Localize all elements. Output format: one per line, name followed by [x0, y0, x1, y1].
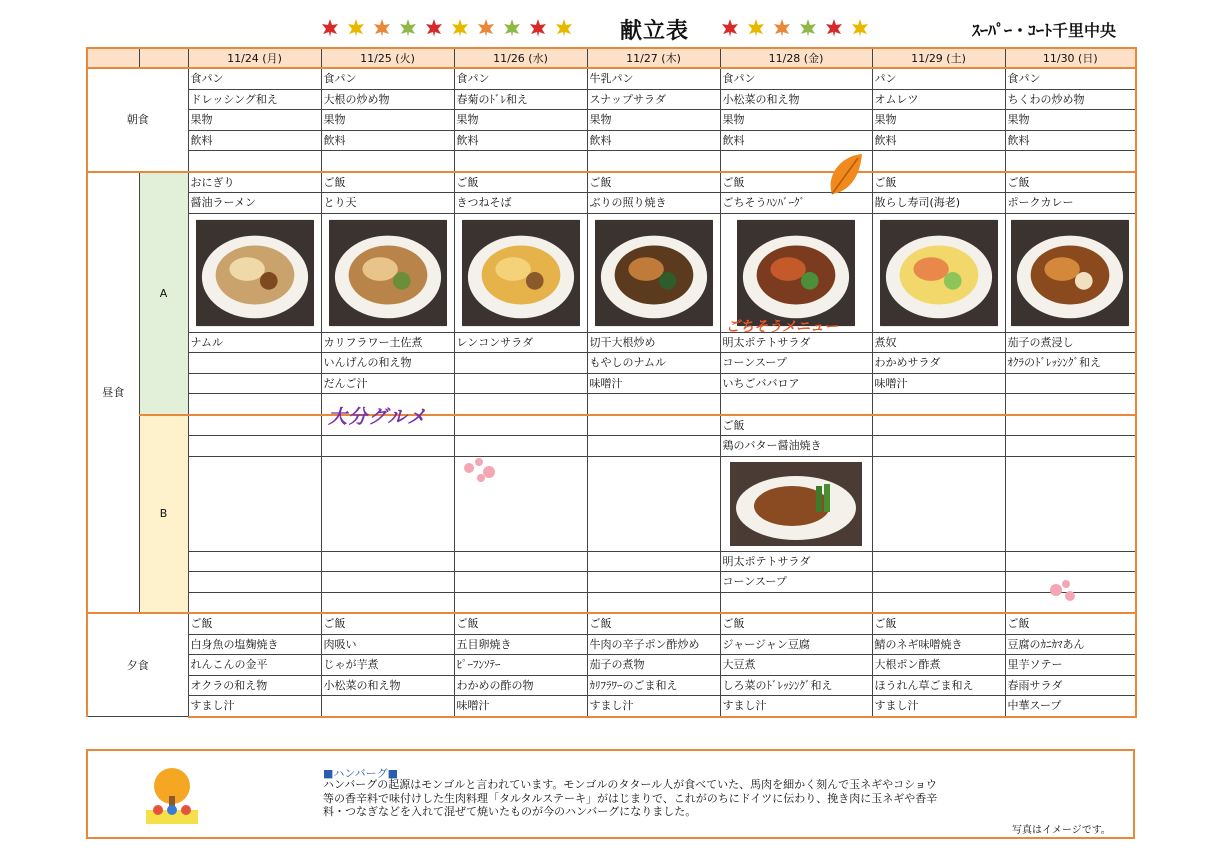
date-header: 11/24 (月)	[188, 48, 321, 68]
menu-cell: 煮奴	[872, 332, 1005, 353]
header-corner	[139, 48, 188, 68]
menu-cell: 飲料	[587, 130, 720, 151]
menu-cell: わかめの酢の物	[454, 675, 587, 696]
leaf-decoration-right	[720, 18, 870, 44]
table-row	[87, 675, 1136, 696]
menu-cell: 白身魚の塩麹焼き	[188, 634, 321, 655]
menu-cell: 明太ポテトサラダ	[720, 551, 872, 572]
menu-cell: 飲料	[872, 130, 1005, 151]
menu-cell: ご飯	[321, 613, 454, 634]
menu-cell	[454, 415, 587, 436]
menu-cell: 散らし寿司(海老)	[872, 193, 1005, 214]
section-label-a: A	[139, 172, 188, 415]
maple-leaf-icon	[528, 18, 548, 38]
menu-cell: 果物	[587, 110, 720, 131]
menu-cell	[720, 394, 872, 415]
note-title: ■ハンバーグ■	[323, 767, 399, 780]
menu-cell	[188, 551, 321, 572]
menu-cell: カリフラワー土佐煮	[321, 332, 454, 353]
date-header: 11/25 (火)	[321, 48, 454, 68]
menu-cell	[454, 373, 587, 394]
menu-cell	[1005, 415, 1136, 436]
menu-cell	[587, 394, 720, 415]
leaf-decoration-left	[320, 18, 574, 44]
menu-cell: 小松菜の和え物	[720, 89, 872, 110]
maple-leaf-icon	[502, 18, 522, 38]
menu-cell	[872, 592, 1005, 613]
menu-cell: すまし汁	[587, 696, 720, 717]
table-row	[87, 436, 1136, 457]
food-photo	[1011, 219, 1129, 327]
menu-cell: だんご汁	[321, 373, 454, 394]
menu-cell: もやしのナムル	[587, 353, 720, 374]
menu-cell	[872, 415, 1005, 436]
menu-cell: 大根の炒め物	[321, 89, 454, 110]
menu-cell: 味噌汁	[587, 373, 720, 394]
page-title: 献立表	[620, 19, 690, 44]
menu-cell: すまし汁	[188, 696, 321, 717]
menu-cell	[1005, 373, 1136, 394]
oita-gourmet-banner: 大分グルメ	[328, 406, 427, 428]
menu-cell	[872, 572, 1005, 593]
menu-cell: 食パン	[1005, 68, 1136, 89]
menu-cell: 果物	[720, 110, 872, 131]
menu-cell	[188, 151, 321, 172]
food-photo-cell	[1005, 456, 1136, 551]
table-row	[87, 213, 1136, 332]
meal-label: 夕食	[87, 613, 188, 717]
table-row	[87, 68, 1136, 89]
table-row	[87, 172, 1136, 193]
menu-cell: 小松菜の和え物	[321, 675, 454, 696]
menu-cell: じゃが芋煮	[321, 655, 454, 676]
maple-leaf-icon	[320, 18, 340, 38]
date-header: 11/26 (水)	[454, 48, 587, 68]
menu-cell	[454, 592, 587, 613]
menu-cell: 大根ポン酢煮	[872, 655, 1005, 676]
menu-cell: 飲料	[321, 130, 454, 151]
menu-cell	[872, 436, 1005, 457]
menu-cell: 茄子の煮浸し	[1005, 332, 1136, 353]
table-row	[87, 696, 1136, 717]
menu-cell: コーンスープ	[720, 572, 872, 593]
menu-cell: ご飯	[720, 415, 872, 436]
table-row	[87, 415, 1136, 436]
maple-leaf-icon	[476, 18, 496, 38]
maple-leaf-icon	[424, 18, 444, 38]
food-photo-cell	[587, 213, 720, 332]
menu-cell: ご飯	[321, 172, 454, 193]
food-photo-cell	[321, 456, 454, 551]
menu-cell	[454, 151, 587, 172]
menu-cell: ポークカレー	[1005, 193, 1136, 214]
menu-cell: ｵｸﾗのﾄﾞﾚｯｼﾝｸﾞ和え	[1005, 353, 1136, 374]
maple-leaf-icon	[554, 18, 574, 38]
table-row	[87, 193, 1136, 214]
menu-cell: ご飯	[1005, 613, 1136, 634]
meal-label: 昼食	[87, 172, 139, 614]
menu-cell	[321, 572, 454, 593]
menu-cell: 鯖のネギ味噌焼き	[872, 634, 1005, 655]
menu-cell: 豆腐のｶﾆｶﾏあん	[1005, 634, 1136, 655]
menu-cell: コーンスープ	[720, 353, 872, 374]
food-photo	[196, 219, 314, 327]
note-line: 等の香辛料で味付けした生肉料理「タルタルステーキ」がはじまりで、これがのちにドイツに伝わり、挽き肉に玉ネギや香辛	[323, 791, 938, 805]
menu-cell: いちごババロア	[720, 373, 872, 394]
menu-cell	[454, 353, 587, 374]
meal-label: 朝食	[87, 68, 188, 172]
menu-cell: ご飯	[454, 613, 587, 634]
date-header: 11/28 (金)	[720, 48, 872, 68]
menu-cell: ごちそうﾊﾝﾊﾞｰｸﾞ	[720, 193, 872, 214]
menu-cell: ドレッシング和え	[188, 89, 321, 110]
menu-cell: しろ菜のﾄﾞﾚｯｼﾝｸﾞ和え	[720, 675, 872, 696]
food-photo-cell	[188, 213, 321, 332]
menu-cell	[321, 592, 454, 613]
date-header: 11/30 (日)	[1005, 48, 1136, 68]
food-photo-cell	[872, 456, 1005, 551]
menu-cell: 中華スープ	[1005, 696, 1136, 717]
food-photo-cell	[587, 456, 720, 551]
menu-cell	[321, 151, 454, 172]
menu-cell: れんこんの金平	[188, 655, 321, 676]
menu-cell	[587, 551, 720, 572]
menu-cell: 切干大根炒め	[587, 332, 720, 353]
menu-cell: オムレツ	[872, 89, 1005, 110]
menu-cell	[587, 572, 720, 593]
menu-cell: いんげんの和え物	[321, 353, 454, 374]
menu-cell: ご飯	[720, 172, 872, 193]
food-photo-cell	[872, 213, 1005, 332]
menu-cell: 牛乳パン	[587, 68, 720, 89]
menu-cell	[1005, 436, 1136, 457]
menu-cell: 果物	[1005, 110, 1136, 131]
maple-leaf-icon	[398, 18, 418, 38]
gochiso-menu-banner: ごちそうメニュー	[726, 319, 838, 335]
menu-cell: 里芋ソテー	[1005, 655, 1136, 676]
menu-cell: ご飯	[454, 172, 587, 193]
menu-cell	[321, 696, 454, 717]
menu-cell: ﾋﾟｰﾌﾝｿﾃｰ	[454, 655, 587, 676]
autumn-picnic-icon	[140, 764, 204, 828]
maple-leaf-icon	[824, 18, 844, 38]
menu-cell: ご飯	[587, 613, 720, 634]
menu-cell: すまし汁	[872, 696, 1005, 717]
maple-leaf-icon	[450, 18, 470, 38]
menu-cell: すまし汁	[720, 696, 872, 717]
menu-cell: オクラの和え物	[188, 675, 321, 696]
menu-cell: 食パン	[454, 68, 587, 89]
menu-cell: 鶏のバター醤油焼き	[720, 436, 872, 457]
menu-cell	[321, 551, 454, 572]
table-row	[87, 130, 1136, 151]
autumn-leaf-icon	[824, 152, 866, 200]
menu-cell: ご飯	[188, 613, 321, 634]
menu-cell	[720, 592, 872, 613]
section-label-b: B	[139, 415, 188, 614]
table-row	[87, 332, 1136, 353]
menu-cell	[1005, 151, 1136, 172]
menu-cell	[1005, 394, 1136, 415]
food-photo-cell	[454, 213, 587, 332]
maple-leaf-icon	[772, 18, 792, 38]
food-photo	[737, 219, 855, 327]
menu-cell: 食パン	[321, 68, 454, 89]
menu-cell	[454, 394, 587, 415]
menu-cell: レンコンサラダ	[454, 332, 587, 353]
food-photo-cell	[720, 213, 872, 332]
food-photo	[730, 462, 862, 546]
menu-cell: ご飯	[720, 613, 872, 634]
menu-cell: 飲料	[454, 130, 587, 151]
menu-cell	[587, 436, 720, 457]
menu-cell: 食パン	[188, 68, 321, 89]
food-photo	[595, 219, 713, 327]
menu-cell: 肉吸い	[321, 634, 454, 655]
menu-cell: ご飯	[587, 172, 720, 193]
maple-leaf-icon	[850, 18, 870, 38]
menu-cell: 果物	[454, 110, 587, 131]
menu-cell: 春菊のﾄﾞﾚ和え	[454, 89, 587, 110]
menu-cell: 牛肉の辛子ポン酢炒め	[587, 634, 720, 655]
menu-cell: ジャージャン豆腐	[720, 634, 872, 655]
menu-cell	[188, 572, 321, 593]
menu-cell: 飲料	[1005, 130, 1136, 151]
maple-leaf-icon	[372, 18, 392, 38]
food-photo	[880, 219, 998, 327]
menu-cell: 飲料	[188, 130, 321, 151]
table-row	[87, 48, 1136, 68]
table-row	[87, 592, 1136, 613]
header-corner	[87, 48, 139, 68]
menu-cell	[872, 394, 1005, 415]
menu-cell: 味噌汁	[454, 696, 587, 717]
menu-cell: ご飯	[1005, 172, 1136, 193]
table-row	[87, 353, 1136, 374]
date-header: 11/27 (木)	[587, 48, 720, 68]
menu-cell	[872, 151, 1005, 172]
menu-cell: 茄子の煮物	[587, 655, 720, 676]
food-photo-cell	[1005, 213, 1136, 332]
table-row	[87, 551, 1136, 572]
menu-cell	[872, 551, 1005, 572]
menu-cell	[321, 436, 454, 457]
menu-cell: おにぎり	[188, 172, 321, 193]
note-line: ハンバーグの起源はモンゴルと言われています。モンゴルのタタール人が食べていた、馬肉を細かく刻んで玉ネギやコショウ	[323, 778, 937, 791]
menu-cell: 味噌汁	[872, 373, 1005, 394]
menu-cell: ほうれん草ごま和え	[872, 675, 1005, 696]
note-text	[323, 778, 1003, 819]
menu-cell: スナップサラダ	[587, 89, 720, 110]
menu-cell: ちくわの炒め物	[1005, 89, 1136, 110]
menu-table	[86, 47, 1137, 718]
food-photo-cell	[321, 213, 454, 332]
maple-leaf-icon	[746, 18, 766, 38]
menu-cell: 明太ポテトサラダ	[720, 332, 872, 353]
menu-cell	[188, 394, 321, 415]
menu-cell: 春雨サラダ	[1005, 675, 1136, 696]
table-row	[87, 394, 1136, 415]
menu-cell	[454, 551, 587, 572]
menu-cell: ｶﾘﾌﾗﾜｰのごま和え	[587, 675, 720, 696]
date-header: 11/29 (土)	[872, 48, 1005, 68]
menu-cell	[188, 592, 321, 613]
menu-cell	[188, 373, 321, 394]
menu-cell: ご飯	[872, 172, 1005, 193]
menu-cell: パン	[872, 68, 1005, 89]
table-row	[87, 572, 1136, 593]
menu-cell: ナムル	[188, 332, 321, 353]
menu-cell: ご飯	[872, 613, 1005, 634]
food-photo	[462, 219, 580, 327]
menu-cell	[587, 592, 720, 613]
maple-leaf-icon	[346, 18, 366, 38]
menu-cell: とり天	[321, 193, 454, 214]
table-row	[87, 373, 1136, 394]
menu-cell: きつねそば	[454, 193, 587, 214]
maple-leaf-icon	[720, 18, 740, 38]
table-row	[87, 613, 1136, 634]
food-photo-cell	[188, 456, 321, 551]
menu-cell: ぶりの照り焼き	[587, 193, 720, 214]
menu-cell	[188, 436, 321, 457]
flower-icon	[455, 440, 515, 495]
menu-cell: 果物	[321, 110, 454, 131]
menu-cell	[188, 415, 321, 436]
table-row	[87, 634, 1136, 655]
image-note: 写真はイメージです。	[1012, 825, 1111, 836]
food-photo-cell	[720, 456, 872, 551]
food-photo	[329, 219, 447, 327]
menu-cell	[188, 353, 321, 374]
maple-leaf-icon	[798, 18, 818, 38]
menu-cell: わかめサラダ	[872, 353, 1005, 374]
table-row	[87, 89, 1136, 110]
facility-name: ｽｰﾊﾟｰ・ｺｰﾄ千里中央	[972, 21, 1117, 40]
menu-cell: 大豆煮	[720, 655, 872, 676]
note-line: 料・つなぎなどを入れて混ぜて焼いたものが今のハンバーグになりました。	[323, 805, 697, 818]
menu-cell	[587, 415, 720, 436]
menu-cell	[587, 151, 720, 172]
menu-cell: 五目卵焼き	[454, 634, 587, 655]
flower-icon	[1040, 568, 1104, 612]
menu-cell: 果物	[872, 110, 1005, 131]
table-row	[87, 151, 1136, 172]
menu-cell: 食パン	[720, 68, 872, 89]
menu-cell: 醤油ラーメン	[188, 193, 321, 214]
menu-cell	[454, 572, 587, 593]
table-row	[87, 456, 1136, 551]
menu-cell: 果物	[188, 110, 321, 131]
table-row	[87, 110, 1136, 131]
table-row	[87, 655, 1136, 676]
menu-cell: 飲料	[720, 130, 872, 151]
